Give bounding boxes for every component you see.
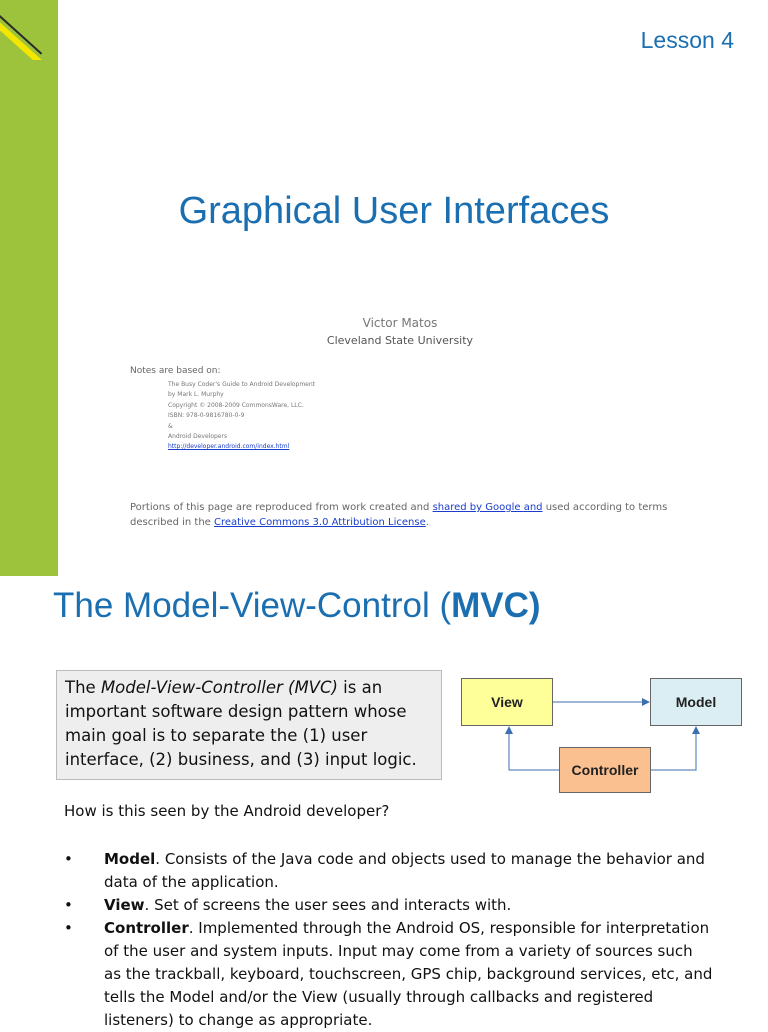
controller-to-view-arrow (509, 727, 559, 770)
notes-line: Android Developers (168, 433, 228, 441)
notes-line: The Busy Coder's Guide to Android Development (168, 381, 316, 388)
mvc-bullet-list (64, 848, 714, 1032)
attribution-text: Portions of this page are reproduced from work created and shared by Google and used according to terms described in the Creative Commons 3.0 Attribution License. (130, 502, 668, 528)
lesson-label: Lesson 4 (640, 27, 734, 53)
green-side-bar (0, 0, 58, 576)
mvc-slide (0, 578, 768, 1029)
bullet-mark: • (64, 919, 73, 937)
corner-stripe-decoration (0, 0, 58, 60)
android-developers-link[interactable]: http://developer.android.com/index.html (168, 443, 290, 451)
and-link[interactable]: and (523, 502, 543, 513)
author-name: Victor Matos (362, 316, 438, 330)
controller-box: Controller (559, 747, 651, 793)
slide-title: Graphical User Interfaces (178, 190, 610, 232)
notes-line: ISBN: 978-0-9816780-0-9 (168, 412, 245, 420)
list-item: • Model. Consists of the Java code and objects used to manage the behavior and data of the application. (64, 848, 714, 894)
notes-line: & (168, 422, 173, 430)
notes-heading: Notes are based on: (130, 366, 221, 376)
shared-by-google-link[interactable]: shared by Google (432, 502, 524, 513)
list-item: • Controller. Implemented through the Android OS, responsible for interpretation of the user and system inputs. Input may come from a variety of sources such as the trackball, keyboard, touchscreen, GPS chip, background services, etc, and tells the Model and/or the View (usually through callbacks and registered listeners) to change as appropriate. (64, 917, 714, 1032)
mvc-slide-title: The Model-View-Control (MVC) (53, 586, 541, 625)
university-name: Cleveland State University (326, 334, 474, 347)
creative-commons-link[interactable]: Creative Commons 3.0 Attribution License (214, 517, 426, 528)
view-box: View (461, 678, 553, 726)
model-box: Model (650, 678, 742, 726)
notes-list (168, 380, 315, 453)
controller-to-model-arrow (651, 727, 696, 770)
bullet-mark: • (64, 896, 73, 914)
notes-line: by Mark L. Murphy (168, 391, 224, 399)
mvc-intro-box: The Model-View-Controller (MVC) is an important software design pattern whose main goal is to separate the (1) user interface, (2) business, and (3) input logic. (56, 670, 442, 780)
notes-line: Copyright © 2008-2009 CommonsWare, LLC. (168, 401, 304, 409)
android-question: How is this seen by the Android developer? (64, 802, 390, 820)
list-item: • View. Set of screens the user sees and interacts with. (64, 894, 714, 917)
bullet-mark: • (64, 850, 73, 868)
